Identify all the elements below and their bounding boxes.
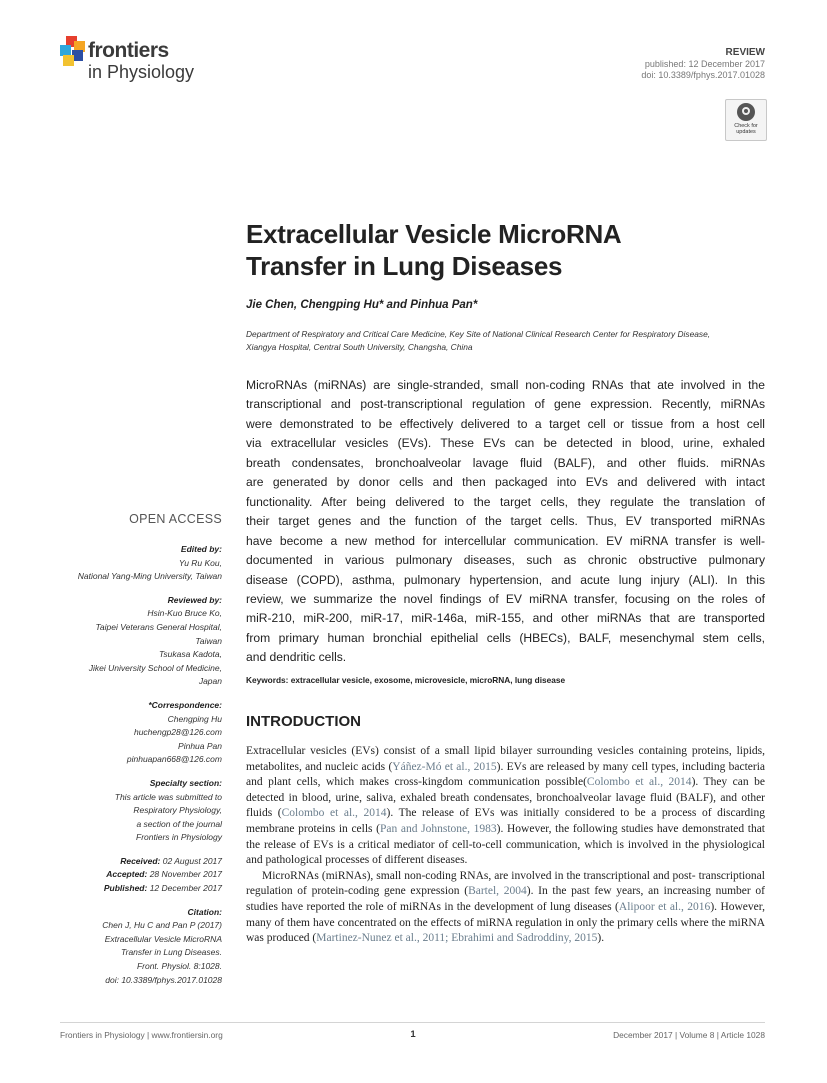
citation-link[interactable]: Yáñez-Mó et al., 2015 — [392, 760, 497, 773]
body-text: MicroRNAs (miRNAs), small non-coding RNAs, are involved in the transcriptional and post- — [262, 869, 696, 882]
check-for-updates-button[interactable] — [725, 99, 767, 141]
body-text: ). The release of EVs was — [386, 807, 518, 820]
body-text: Extracellular vesicles (EVs) consist of a small lipid bilayer surrounding vesicles containing proteins, — [246, 745, 732, 757]
body-text: ). However, many of them have concentrated on the effects of miRNA — [246, 900, 766, 929]
title-line: Transfer in Lung Diseases — [246, 251, 563, 281]
article-doi[interactable]: doi: 10.3389/fphys.2017.01028 — [641, 70, 765, 80]
body-text: initially considered to be a process of discarding membrane proteins in cells ( — [246, 807, 765, 835]
body-text: ). — [597, 932, 605, 945]
abstract-line: and dendritic cells. — [246, 650, 347, 665]
sidebar-line: National Yang-Ming University, Taiwan — [77, 571, 222, 582]
keywords — [246, 675, 565, 685]
footer-issue-info: December 2017 | Volume 8 | Article 1028 — [613, 1030, 765, 1040]
section-heading-introduction: INTRODUCTION — [246, 713, 361, 730]
body-text: an increasing number of studies have reported the role of miRNAs in the development of lung — [246, 885, 765, 913]
sidebar-line: Taiwan — [195, 635, 222, 646]
sidebar-line: doi: 10.3389/fphys.2017.01028 — [105, 974, 222, 985]
sidebar-gap — [44, 845, 222, 855]
logo-word-journal: in Physiology — [88, 62, 195, 82]
keywords-label: Keywords: — [246, 675, 289, 685]
sidebar-line: This article was submitted to — [114, 791, 222, 802]
abstract — [246, 376, 765, 668]
title-line: Extracellular Vesicle MicroRNA — [246, 219, 622, 249]
sidebar-line: Extracellular Vesicle MicroRNA — [104, 933, 222, 944]
sidebar-heading: Reviewed by: — [167, 594, 222, 605]
sidebar-line: Pinhua Pan — [178, 740, 222, 751]
sidebar-heading: *Correspondence: — [148, 699, 222, 710]
citation-link[interactable]: Bartel, 2004 — [468, 885, 527, 898]
abstract-line: MicroRNAs (miRNAs) are single-stranded, small non-coding RNAs that ate involved in the — [246, 378, 765, 392]
sidebar-line: Respiratory Physiology, — [133, 805, 222, 816]
article-type: REVIEW — [725, 47, 765, 58]
open-access-label: OPEN ACCESS — [129, 512, 222, 526]
citation-link[interactable]: Ebrahimi and Sadroddiny, 2015 — [451, 932, 598, 945]
date-line — [44, 855, 222, 869]
sidebar-gap — [44, 987, 222, 997]
author-list: Jie Chen, Chengping Hu* and Pinhua Pan* — [246, 299, 478, 311]
sidebar-line: Tsukasa Kadota, — [158, 649, 222, 660]
date-label: Published: — [103, 883, 148, 894]
body-text: regulation in only the primary cells where the miRNA was produced ( — [246, 916, 765, 945]
affiliation — [246, 328, 766, 354]
journal-logo — [60, 36, 220, 86]
sidebar-heading: Citation: — [187, 906, 222, 917]
body-text: ). However, the following studies have demonstrated that the release of EVs is a critical — [246, 822, 765, 851]
sidebar-gap — [44, 896, 222, 906]
date-line — [44, 868, 222, 882]
sidebar-line: Hsin-Kuo Bruce Ko, — [147, 608, 222, 619]
published-date: published: 12 December 2017 — [644, 59, 765, 69]
body-paragraph — [246, 869, 765, 947]
abstract-line: review, we summarize the novel findings of EV miRNA transfer, focusing on the roles of — [246, 591, 765, 606]
abstract-line: miR-210, miR-200, miR-17, miR-146a, miR-155, and other miRNAs that are transported — [246, 611, 765, 626]
body-text: ). In the past few years, — [526, 885, 644, 898]
sidebar-line[interactable]: pinhuapan668@126.com — [126, 754, 222, 765]
date-value: 02 August 2017 — [162, 855, 222, 866]
abstract-line: are generated by donor cells and then packaged into EVs and delivered with intact — [246, 475, 765, 490]
article-info-sidebar — [44, 543, 222, 997]
body-text: bronchoalveolar lavage fluid (BALF), and other fluids ( — [246, 791, 765, 820]
sidebar-line: Transfer in Lung Diseases. — [121, 947, 222, 958]
abstract-line: functionality. After being delivered to the target cells, they regulate the translation of — [246, 494, 765, 509]
citation-link[interactable]: 1983 — [473, 822, 497, 835]
abstract-line: from primary human bronchial epithelial cells (HBECs), BALF, mesenchymal stem cells, — [246, 630, 765, 645]
body-text: lipids, metabolites, and nucleic acids ( — [246, 745, 765, 773]
body-paragraph — [246, 744, 765, 869]
abstract-line: transcriptional and post-transcriptional regulation of gene expression. Recently, miRNAs — [246, 397, 765, 412]
sidebar-gap — [44, 689, 222, 699]
abstract-line: were demonstrated to be effectively delivered to a target cell or tissue from a host cell — [246, 416, 765, 431]
affiliation-line: Xiangya Hospital, Central South University, Changsha, China — [246, 342, 473, 352]
body-text: types, including bacteria and plant cells, which makes cross-kingdom communication possible — [246, 760, 766, 789]
page-number: 1 — [410, 1029, 416, 1040]
sidebar-heading: Edited by: — [180, 544, 222, 554]
sidebar-line: Japan — [198, 676, 222, 687]
sidebar-line[interactable]: huchengp28@126.com — [133, 727, 222, 738]
date-line — [44, 882, 222, 896]
sidebar-line: Chengping Hu — [167, 713, 222, 724]
check-for-updates-label: Check for updates — [734, 123, 758, 135]
abstract-line: their target genes and the function of the target cells. Thus, EV transported miRNAs — [246, 514, 765, 529]
article-header — [515, 47, 765, 81]
date-value: 28 November 2017 — [149, 869, 222, 880]
sidebar-line: Taipei Veterans General Hospital, — [95, 621, 222, 632]
citation-link[interactable]: Martinez-Nunez et al., 2011; — [316, 932, 449, 945]
body-text: ). EVs are released by many cell — [496, 760, 649, 773]
body-text: ( — [583, 776, 587, 789]
date-label: Received: — [120, 855, 161, 866]
sidebar-heading: Specialty section: — [149, 777, 222, 788]
sidebar-line: Front. Physiol. 8:1028. — [136, 961, 222, 972]
citation-link[interactable]: Pan and Johnstone, — [379, 822, 470, 835]
footer-divider — [60, 1022, 765, 1023]
abstract-line: documented in various pulmonary diseases, such as chronic obstructive pulmonary — [246, 553, 765, 568]
sidebar-line: Chen J, Hu C and Pan P (2017) — [102, 920, 222, 931]
sidebar-line: a section of the journal — [136, 818, 222, 829]
abstract-line: breath condensates, bronchoalveolar lavage fluid (BALF), and other fluids. miRNAs — [246, 455, 765, 470]
sidebar-gap — [44, 584, 222, 594]
citation-link[interactable]: Colombo et al., 2014 — [586, 776, 692, 789]
body-text: mediator of cell-to-cell communication, which is involved in the physiological and pathological — [246, 838, 765, 867]
article-title — [246, 218, 766, 282]
abstract-line: via extracellular vesicles (EVs). These EVs can be detected in blood, urine, exhaled — [246, 436, 765, 451]
citation-link[interactable]: Alipoor et al., 2016 — [618, 900, 711, 913]
abstract-line: disease (COPD), asthma, pulmonary hypertension, and acute lung injury (ALI). In this — [246, 572, 765, 587]
logo-word-frontiers: frontiers — [88, 39, 169, 62]
frontiers-logo-icon — [60, 36, 86, 66]
crossmark-icon — [737, 103, 755, 121]
footer-journal-link[interactable]: Frontiers in Physiology | www.frontiersin.org — [60, 1030, 223, 1040]
date-label: Accepted: — [106, 869, 148, 880]
sidebar-line: Frontiers in Physiology — [136, 832, 222, 843]
body-text: diseases ( — [573, 900, 619, 913]
date-value: 12 December 2017 — [149, 883, 222, 894]
body-text: processes of different diseases. — [325, 854, 468, 867]
keywords-text: extracellular vesicle, exosome, microvesicle, microRNA, lung disease — [290, 675, 566, 685]
introduction-body — [246, 744, 765, 947]
body-text: transcriptional regulation of protein-coding gene expression ( — [246, 869, 765, 898]
sidebar-line: Yu Ru Kou, — [178, 557, 222, 568]
sidebar-line: Jikei University School of Medicine, — [88, 662, 222, 673]
abstract-line: have become a new method for intercellular communication. EV miRNA transfer is well- — [246, 533, 765, 548]
sidebar-gap — [44, 767, 222, 777]
affiliation-line: Department of Respiratory and Critical Care Medicine, Key Site of National Clinical Research Center for Respiratory Disease, — [246, 329, 711, 339]
citation-link[interactable]: Colombo et al., 2014 — [281, 807, 387, 820]
body-text: ). They can be detected in blood, urine, saliva, exhaled breath condensates, — [246, 776, 765, 804]
